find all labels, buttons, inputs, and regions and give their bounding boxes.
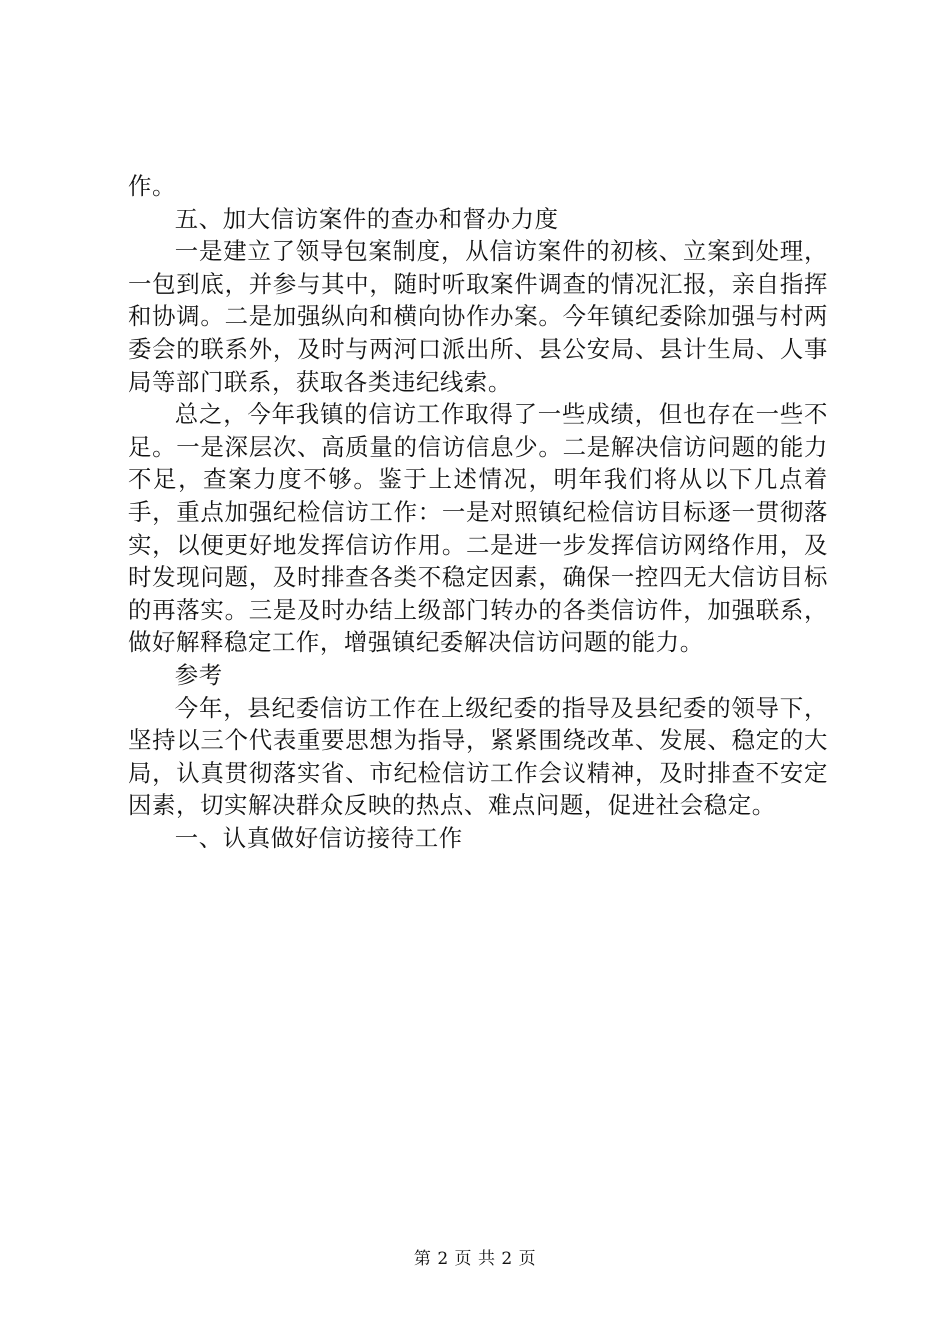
paragraph-case-handling: 一是建立了领导包案制度，从信访案件的初核、立案到处理，一包到底，并参与其中，随时听取案件调查的情况汇报，亲自指挥和协调。二是加强纵向和横向协作办案。今年镇纪委除加强与村两委会的联系外，及时与两河口派出所、县公安局、县计生局、人事局等部门联系，获取各类违纪线索。 [128,237,828,396]
paragraph-summary: 总之，今年我镇的信访工作取得了一些成绩，但也存在一些不足。一是深层次、高质量的信访信息少。二是解决信访问题的能力不足，查案力度不够。鉴于上述情况，明年我们将从以下几点着手，重点加强纪检信访工作：一是对照镇纪检信访目标逐一贯彻落实，以便更好地发挥信访作用。二是进一步发挥信访网络作用，及时发现问题，及时排查各类不稳定因素，确保一控四无大信访目标的再落实。三是及时办结上级部门转办的各类信访件，加强联系，做好解释稳定工作，增强镇纪委解决信访问题的能力。 [128,400,828,657]
paragraph-reference-intro: 今年，县纪委信访工作在上级纪委的指导及县纪委的领导下，坚持以三个代表重要思想为指导，紧紧围绕改革、发展、稳定的大局，认真贯彻落实省、市纪检信访工作会议精神，及时排查不安定因素，切实解决群众反映的热点、难点问题，促进社会稳定。 [128,693,828,820]
section-heading-one: 一、认真做好信访接待工作 [174,823,463,852]
page-footer: 第 2 页 共 2 页 [413,1249,537,1269]
reference-heading: 参考 [174,660,223,689]
section-heading-five: 五、加大信访案件的查办和督办力度 [174,204,559,233]
document-body [128,170,828,854]
paragraph-continuation: 作。 [128,172,176,200]
